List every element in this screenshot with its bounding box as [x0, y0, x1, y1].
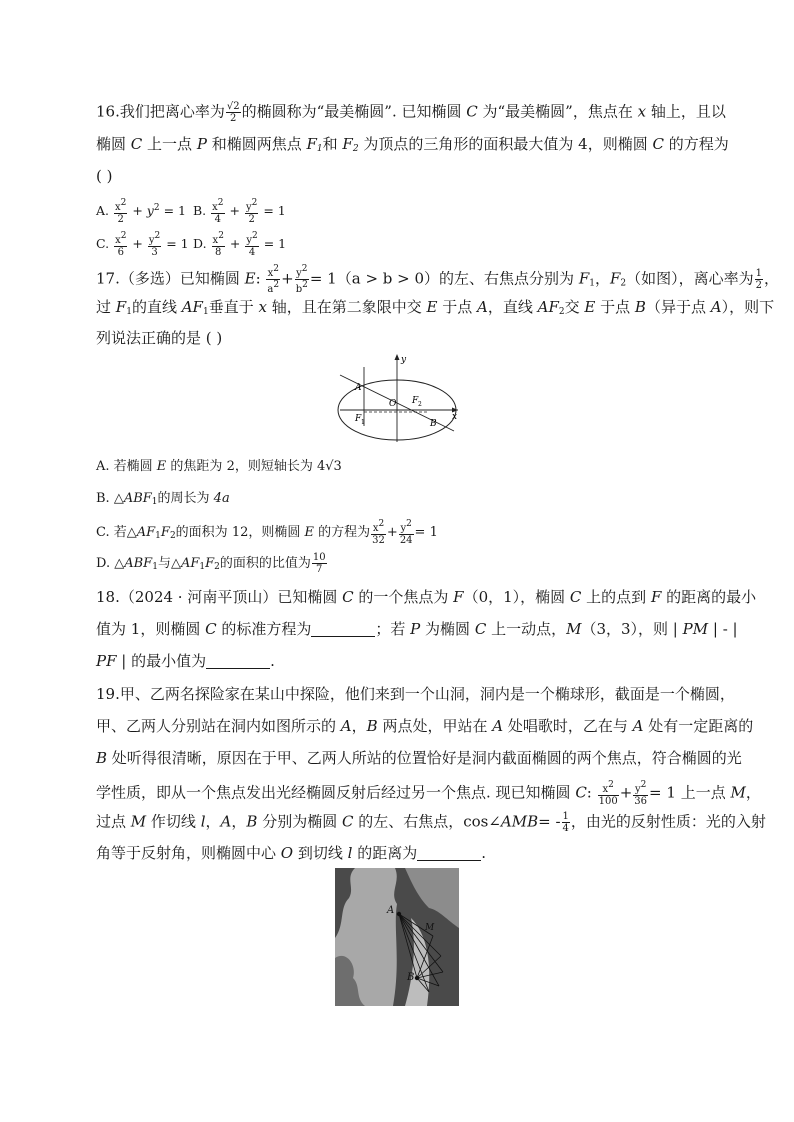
q18-line-3: PF | 的最小值为 .: [96, 652, 275, 670]
q16-line-1: 16.我们把离心率为 $\frac{√2}{2}$ 的椭圆称为“最美椭圆”. 已知椭圆 C 为“最美椭圆”，焦点在 x 轴上，且以: [96, 101, 726, 124]
q17-option-c: C. 若$\triangle AF_1F_2$的面积为 12，则椭圆 E 的方程为 $\frac{x^2}{32}$ + $\frac{y^2}{24}$ = 1: [96, 519, 438, 546]
ellipse-figure: [334, 352, 460, 444]
fig1-label-y: y: [401, 355, 407, 365]
q16-option-a: A. $\frac{x^2}{2}$ + $y^2 = 1$: [96, 198, 186, 225]
q19-line-5: 过点 M 作切线 l，A，B 分别为椭圆 C 的左、右焦点，cos∠AMB= - $\frac{1}{4}$ ，由光的反射性质：光的入射: [96, 811, 766, 834]
fig2-label-a: A: [387, 905, 395, 916]
fig2-label-m: M: [425, 923, 435, 933]
fig1-label-b: B: [430, 419, 437, 429]
fig1-label-x: x: [452, 412, 458, 422]
fig1-label-f1: F: [355, 414, 362, 424]
q18-blank-2[interactable]: [206, 654, 270, 669]
q19-line-3: B 处听得很清晰，原因在于甲、乙两人所站的位置恰好是洞内截面椭圆的两个焦点，符合椭圆的光: [96, 749, 742, 767]
q19-blank[interactable]: [417, 846, 481, 861]
cave-photo-figure: [335, 868, 459, 1006]
q19-line-2: 甲、乙两人分别站在洞内如图所示的 A，B 两点处，甲站在 A 处唱歌时，乙在与 A 处有一定距离的: [96, 717, 754, 735]
fig2-label-b: B: [407, 972, 415, 983]
q16-line-2: 椭圆 C 上一点 P 和椭圆两焦点 $F_1$和 $F_2$ 为顶点的三角形的面积最大值为 4，则椭圆 C 的方程为: [96, 135, 729, 154]
q18-line-2: 值为 1，则椭圆 C 的标准方程为 ；若 P 为椭圆 C 上一动点，M（3，3），则 | PM | - |: [96, 620, 738, 638]
q17-option-d: D. $\triangle ABF_1$与$\triangle AF_1F_2$的面积的比值为 $\frac{10}{7}$: [96, 552, 326, 575]
q19-line-4: 学性质，即从一个焦点发出光经椭圆反射后经过另一个焦点. 现已知椭圆 C: $\frac{x^2}{100}$ + $\frac{y^2}{36}$ = 1 上一点 M，: [96, 780, 761, 807]
q17-option-a: A. 若椭圆 E 的焦距为 2，则短轴长为 4√3: [96, 459, 342, 474]
q17-line-2: 过 $F_1$的直线 $AF_1$垂直于 x 轴，且在第二象限中交 E 于点 A，直线 $AF_2$交 E 于点 B（异于点 A），则下: [96, 298, 775, 317]
fig1-label-f2: F: [412, 396, 419, 406]
q16-option-b: B. $\frac{x^2}{4}$ + $\frac{y^2}{2}$ = 1: [193, 198, 286, 225]
q16-option-d: D. $\frac{x^2}{8}$ + $\frac{y^2}{4}$ = 1: [193, 231, 287, 258]
q17-option-b: B. $\triangle ABF_1$的周长为 4a: [96, 491, 230, 507]
q18-blank-1[interactable]: [311, 622, 375, 637]
q19-line-1: 19.甲、乙两名探险家在某山中探险，他们来到一个山洞，洞内是一个椭球形，截面是一个椭圆，: [96, 685, 735, 703]
fig1-label-f1-sub: 1: [361, 419, 365, 426]
fig1-label-o: O: [389, 399, 397, 409]
fig1-label-f2-sub: 2: [418, 401, 422, 408]
fig1-label-a: A: [355, 383, 362, 393]
q16-option-c: C. $\frac{x^2}{6}$ + $\frac{y^2}{3}$ = 1: [96, 231, 189, 258]
q19-line-6: 角等于反射角，则椭圆中心 O 到切线 l 的距离为 .: [96, 844, 487, 862]
q17-line-1: 17.（多选）已知椭圆 E: $\frac{x^2}{a^2}$ + $\frac{y^2}{b^2}$ = 1（a > b > 0）的左、右焦点分别为 $F_1$，$F_2$（如图），离心率为 $\frac{1}{2}$ ，: [96, 264, 780, 295]
q17-line-3: 列说法正确的是 ( ): [96, 329, 223, 347]
q18-line-1: 18.（2024 · 河南平顶山）已知椭圆 C 的一个焦点为 F（0，1），椭圆 C 上的点到 F 的距离的最小: [96, 588, 757, 606]
q16-answer-paren: ( ): [96, 167, 113, 185]
